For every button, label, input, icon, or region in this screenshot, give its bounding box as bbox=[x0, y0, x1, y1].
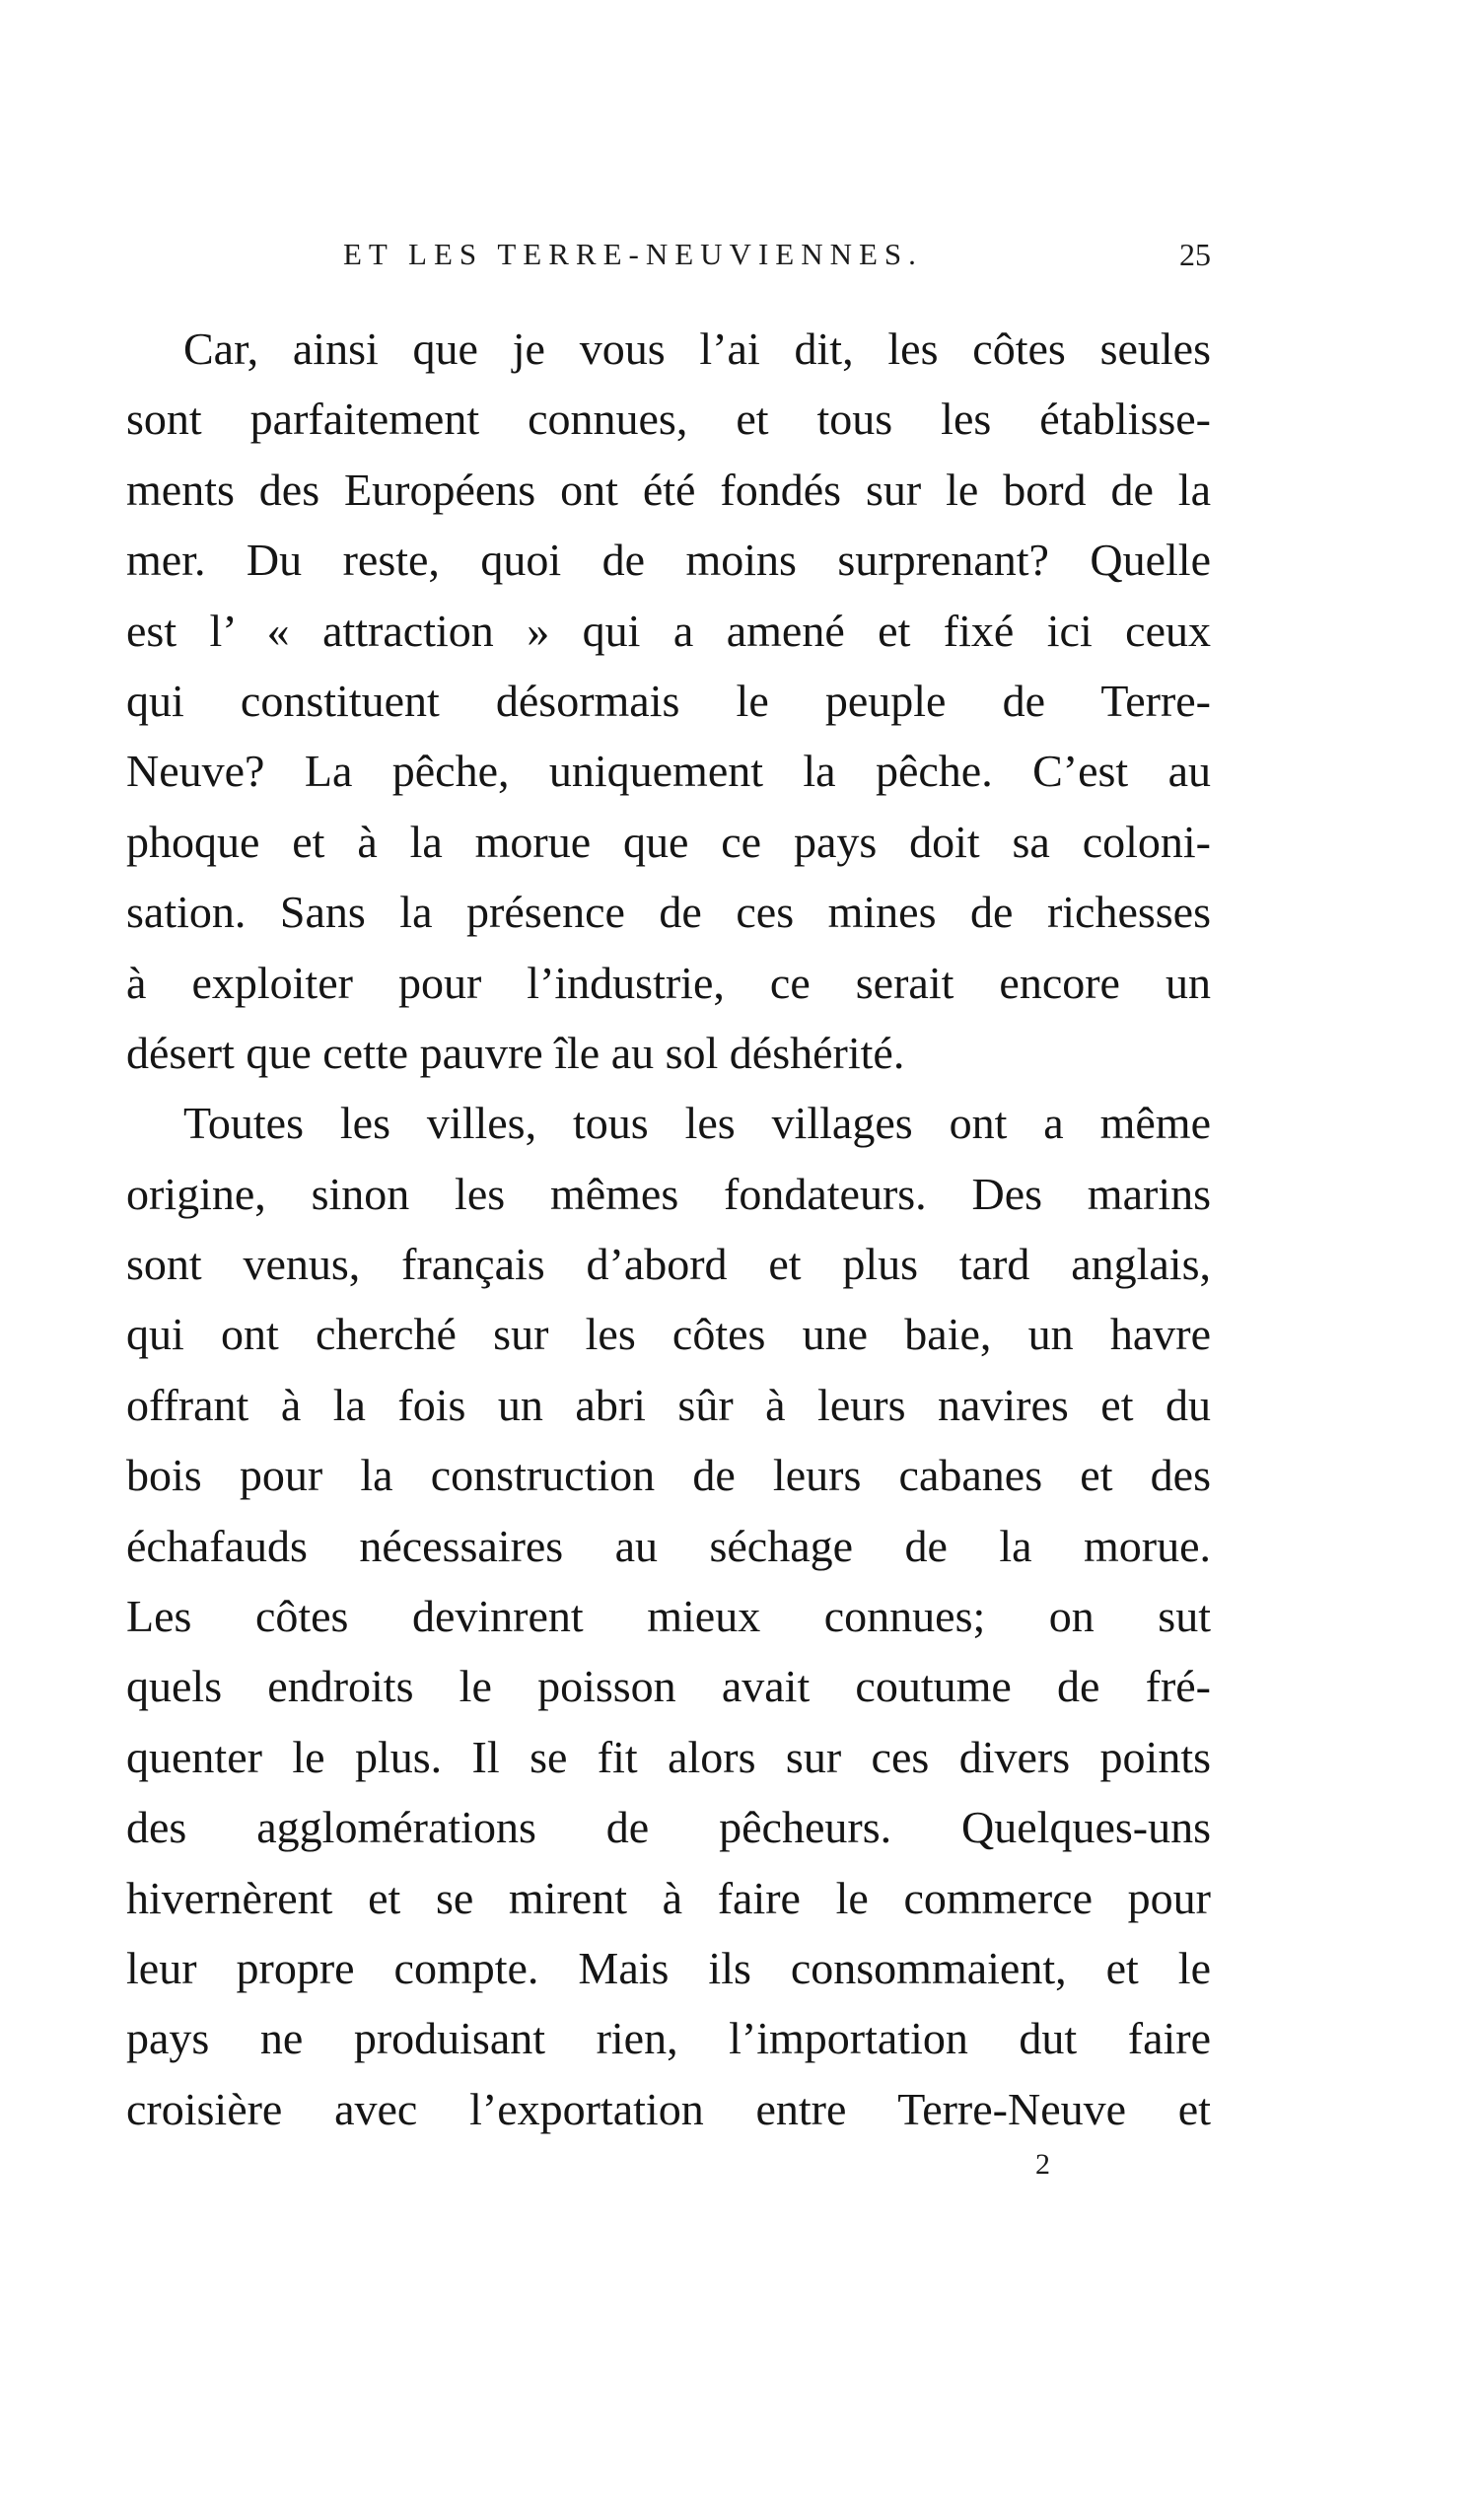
text-line: mer. Du reste, quoi de moins surprenant? Quelle bbox=[126, 535, 1211, 586]
text-line: leur propre compte. Mais ils consommaient, et le bbox=[126, 1942, 1211, 1993]
text-line: sation. Sans la présence de ces mines de richesses bbox=[126, 887, 1211, 938]
text-line: pays ne produisant rien, l’importation dut faire bbox=[126, 2013, 1211, 2064]
text-line: Neuve? La pêche, uniquement la pêche. C’est au bbox=[126, 746, 1211, 797]
text-line: qui constituent désormais le peuple de Terre- bbox=[126, 675, 1211, 726]
running-head bbox=[126, 225, 1211, 284]
text-line: des agglomérations de pêcheurs. Quelques-uns bbox=[126, 1802, 1211, 1853]
text-line: qui ont cherché sur les côtes une baie, un havre bbox=[126, 1309, 1211, 1360]
text-line: quenter le plus. Il se fit alors sur ces divers points bbox=[126, 1731, 1211, 1782]
text-line: hivernèrent et se mirent à faire le commerce pour bbox=[126, 1872, 1211, 1923]
body-text bbox=[126, 314, 1211, 2144]
page-number: 25 bbox=[1179, 237, 1211, 272]
text-line: Car, ainsi que je vous l’ai dit, les côtes seules bbox=[183, 323, 1211, 374]
text-line: échafauds nécessaires au séchage de la morue. bbox=[126, 1520, 1211, 1571]
text-line: désert que cette pauvre île au sol déshérité. bbox=[126, 1027, 905, 1078]
text-line: origine, sinon les mêmes fondateurs. Des marins bbox=[126, 1168, 1211, 1219]
text-line: sont parfaitement connues, et tous les établisse- bbox=[126, 394, 1211, 445]
running-title: ET LES TERRE-NEUVIENNES. bbox=[343, 237, 923, 271]
text-line: phoque et à la morue que ce pays doit sa coloni- bbox=[126, 816, 1211, 867]
text-line: bois pour la construction de leurs cabanes et des bbox=[126, 1450, 1211, 1501]
paragraph-2 bbox=[126, 1088, 1211, 2144]
signature-mark: 2 bbox=[1035, 2148, 1050, 2181]
paragraph-1 bbox=[126, 314, 1211, 1088]
text-line: à exploiter pour l’industrie, ce serait encore un bbox=[126, 957, 1211, 1008]
text-line: sont venus, français d’abord et plus tard anglais, bbox=[126, 1239, 1211, 1290]
text-line: est l’ « attraction » qui a amené et fixé ici ceux bbox=[126, 605, 1211, 656]
text-line: offrant à la fois un abri sûr à leurs navires et du bbox=[126, 1379, 1211, 1430]
text-line: ments des Européens ont été fondés sur le bord de la bbox=[126, 464, 1211, 515]
text-line: Toutes les villes, tous les villages ont a même bbox=[183, 1098, 1211, 1149]
text-line: quels endroits le poisson avait coutume de fré- bbox=[126, 1661, 1211, 1712]
text-line: croisière avec l’exportation entre Terre-Neuve et bbox=[126, 2083, 1211, 2134]
text-line: Les côtes devinrent mieux connues; on sut bbox=[126, 1591, 1211, 1642]
